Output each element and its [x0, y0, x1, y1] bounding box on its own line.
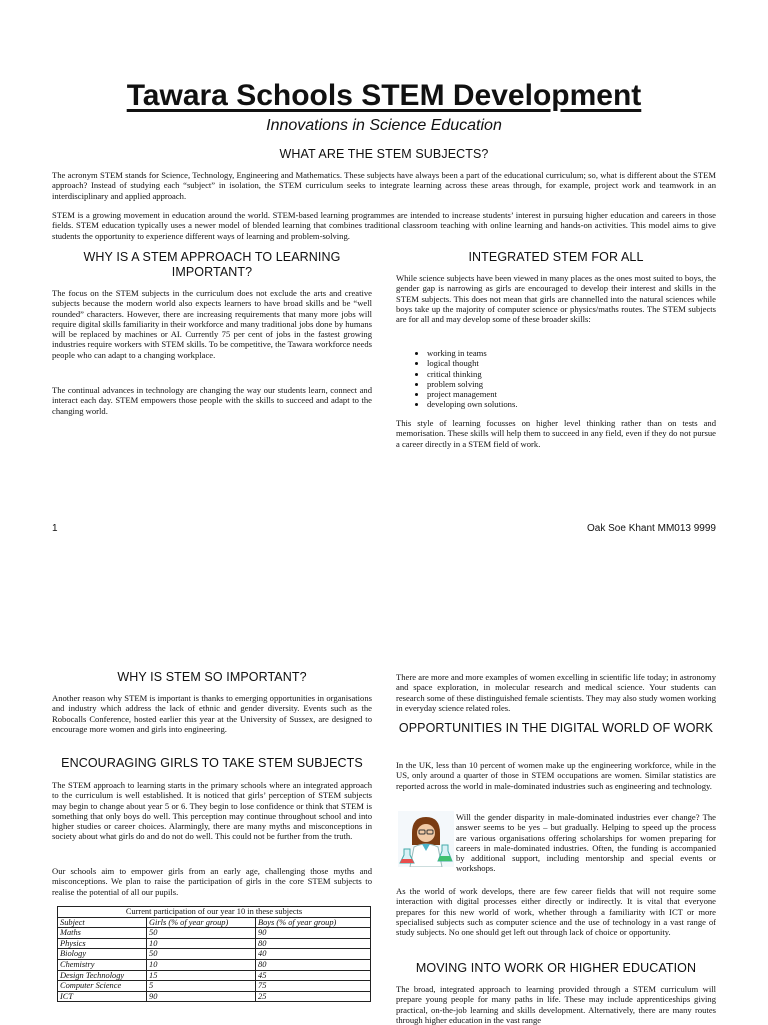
heading-integrated-stem: INTEGRATED STEM FOR ALL	[468, 250, 644, 264]
table-cell: 25	[256, 991, 371, 1002]
document-title: Tawara Schools STEM Development	[126, 79, 642, 112]
list-item: • developing own solutions.	[427, 399, 717, 409]
table-cell: 80	[256, 938, 371, 949]
table-header-row	[58, 917, 371, 928]
paragraph: There are more and more examples of women excelling in scientific life today; in astronomy and space exploration, in molecular research and medical science. Your students can research some of these distinguished female scientists. They may also study women working in everyday science related roles.	[396, 672, 716, 713]
list-item: • logical thought	[427, 358, 717, 368]
column-header: Subject	[58, 917, 147, 928]
table-cell: 40	[256, 949, 371, 960]
column-header: Boys (% of year group)	[256, 917, 371, 928]
heading-what-are-stem: WHAT ARE THE STEM SUBJECTS?	[279, 147, 489, 161]
paragraph: The broad, integrated approach to learning provided through a STEM curriculum will prepare young people for many paths in life. These may include apprenticeships giving practical, on-the-job learning and skills development. Alternatively, there are many routes through higher education in the vast range	[396, 984, 716, 1025]
paragraph: While science subjects have been viewed in many places as the ones most suited to boys, the gender gap is narrowing as girls are encouraged to develop their interest and skills in the STEM subjects. This does not mean that girls are channelled into the natural sciences while boys take up the majority of computer science or physics/maths routes. The STEM subjects are for all and may develop some of these broader skills:	[396, 273, 716, 325]
table-cell: Design Technology	[58, 970, 147, 981]
document-subtitle: Innovations in Science Education	[266, 117, 502, 134]
table-cell: 10	[147, 959, 256, 970]
table-cell: 5	[147, 981, 256, 992]
table-caption: Current participation of our year 10 in these subjects	[58, 907, 371, 918]
table-cell: Physics	[58, 938, 147, 949]
paragraph: The acronym STEM stands for Science, Technology, Engineering and Mathematics. These subjects have always been a part of the educational curriculum; so, what is different about the STEM approach? Instead of studying each “subject” in isolation, the STEM curriculum seeks to integrate learning across these areas through, for example, project work and teamwork in an interdisciplinary and applied approach.	[52, 170, 716, 201]
paragraph: Another reason why STEM is important is thanks to emerging opportunities in organisations and industry which address the lack of ethnic and gender diversity. Events such as the Robocalls Conference, hosted earlier this year at the University of Sussex, are designed to encourage more women and girls into engineering.	[52, 693, 372, 734]
list-item: • problem solving	[427, 379, 717, 389]
table-cell: 45	[256, 970, 371, 981]
list-item: • working in teams	[427, 348, 717, 358]
table-row	[58, 928, 371, 939]
heading-digital-world: OPPORTUNITIES IN THE DIGITAL WORLD OF WORK	[398, 721, 714, 735]
table-cell: 50	[147, 949, 256, 960]
table-cell: 75	[256, 981, 371, 992]
table-cell: 90	[147, 991, 256, 1002]
paragraph: This style of learning focusses on higher level thinking rather than on tests and memorisation. These skills will help them to succeed in any field, even if they do not pursue a career directly in a STEM field of work.	[396, 418, 716, 449]
table-cell: Computer Science	[58, 981, 147, 992]
table-cell: Chemistry	[58, 959, 147, 970]
author-footer: Oak Soe Khant MM013 9999	[587, 523, 716, 534]
table-cell: Maths	[58, 928, 147, 939]
table-cell: 50	[147, 928, 256, 939]
paragraph: The focus on the STEM subjects in the curriculum does not exclude the arts and creative subjects because the modern world also expects learners to have broad skills and be “well rounded” characters. However, there are increasing requirements that many more jobs will require digital skills familiarity in their workforce and many traditional jobs done by humans will be replaced by machines or AI. Currently 75 per cent of jobs in the fastest growing industries require workers with STEM skills. To be competitive, the Tawara workforce needs people who can adapt to a changing workplace.	[52, 288, 372, 360]
participation-table	[57, 906, 371, 1002]
heading-why-stem-important: WHY IS STEM SO IMPORTANT?	[117, 670, 307, 684]
table-cell: 80	[256, 959, 371, 970]
page-number: 1	[52, 523, 58, 534]
scientist-illustration	[398, 811, 454, 867]
column-header: Girls (% of year group)	[147, 917, 256, 928]
list-item: • critical thinking	[427, 369, 717, 379]
paragraph: The continual advances in technology are changing the way our students learn, connect and interact each day. STEM empowers those people with the skills to succeed and adapt to the changing world.	[52, 385, 372, 416]
table-cell: 10	[147, 938, 256, 949]
list-item: • project management	[427, 389, 717, 399]
table-row	[58, 949, 371, 960]
table-row	[58, 991, 371, 1002]
paragraph: Our schools aim to empower girls from an early age, challenging those myths and misconceptions. We plan to raise the participation of girls in the core STEM subjects to realise the potential of all our pupils.	[52, 866, 372, 897]
table-cell: Biology	[58, 949, 147, 960]
skills-list	[396, 348, 717, 410]
paragraph: As the world of work develops, there are few career fields that will not require some interaction with digital processes either directly or indirectly. It is vital that everyone prepares for this new world of work, whether through a familiarity with ICT or more specialised subjects such as computer science and the use of technology in a vast range of study subjects. No one should get left out through lack of choice or opportunity.	[396, 886, 716, 938]
heading-encouraging-girls: ENCOURAGING GIRLS TO TAKE STEM SUBJECTS	[61, 756, 363, 770]
paragraph: The STEM approach to learning starts in the primary schools where an integrated approach to the curriculum is well established. It is noticed that girls’ perception of STEM subjects may begin to change about year 5 or 6. They begin to lose confidence or think that STEM is something that only boys do well. This perception may continue throughout school and into higher studies or career choices. Alarmingly, there are many myths and misconceptions in society about what girls do and do not do well. This could not be further from the truth.	[52, 780, 372, 842]
paragraph: Will the gender disparity in male-dominated industries ever change? The answer seems to be yes – but gradually. Helping to speed up the process are various organisations offering scholarships for women preparing for careers in male-dominated industries. Often, the funding is accompanied by additional support, including mentorship and special events or workshops.	[456, 812, 716, 874]
table-cell: 15	[147, 970, 256, 981]
paragraph: In the UK, less than 10 percent of women make up the engineering workforce, while in the US, only around a quarter of those in STEM occupations are women. Similar statistics are reported across the world in male-dominated industries such as engineering and technology.	[396, 760, 716, 791]
table-cell: ICT	[58, 991, 147, 1002]
paragraph: STEM is a growing movement in education around the world. STEM-based learning programmes are intended to increase students’ interest in pursuing higher education and careers in those fields. STEM education typically uses a newer model of blended learning that combines traditional classroom teaching with online learning and hands-on activities. This model aims to give students the opportunity to experience different ways of learning and problem-solving.	[52, 210, 716, 241]
table-row	[58, 959, 371, 970]
table-cell: 90	[256, 928, 371, 939]
table-row	[58, 981, 371, 992]
table-row	[58, 970, 371, 981]
heading-why-stem-approach: WHY IS A STEM APPROACH TO LEARNING IMPORTANT?	[83, 250, 341, 279]
heading-moving-into-work: MOVING INTO WORK OR HIGHER EDUCATION	[415, 961, 697, 975]
table-row	[58, 938, 371, 949]
